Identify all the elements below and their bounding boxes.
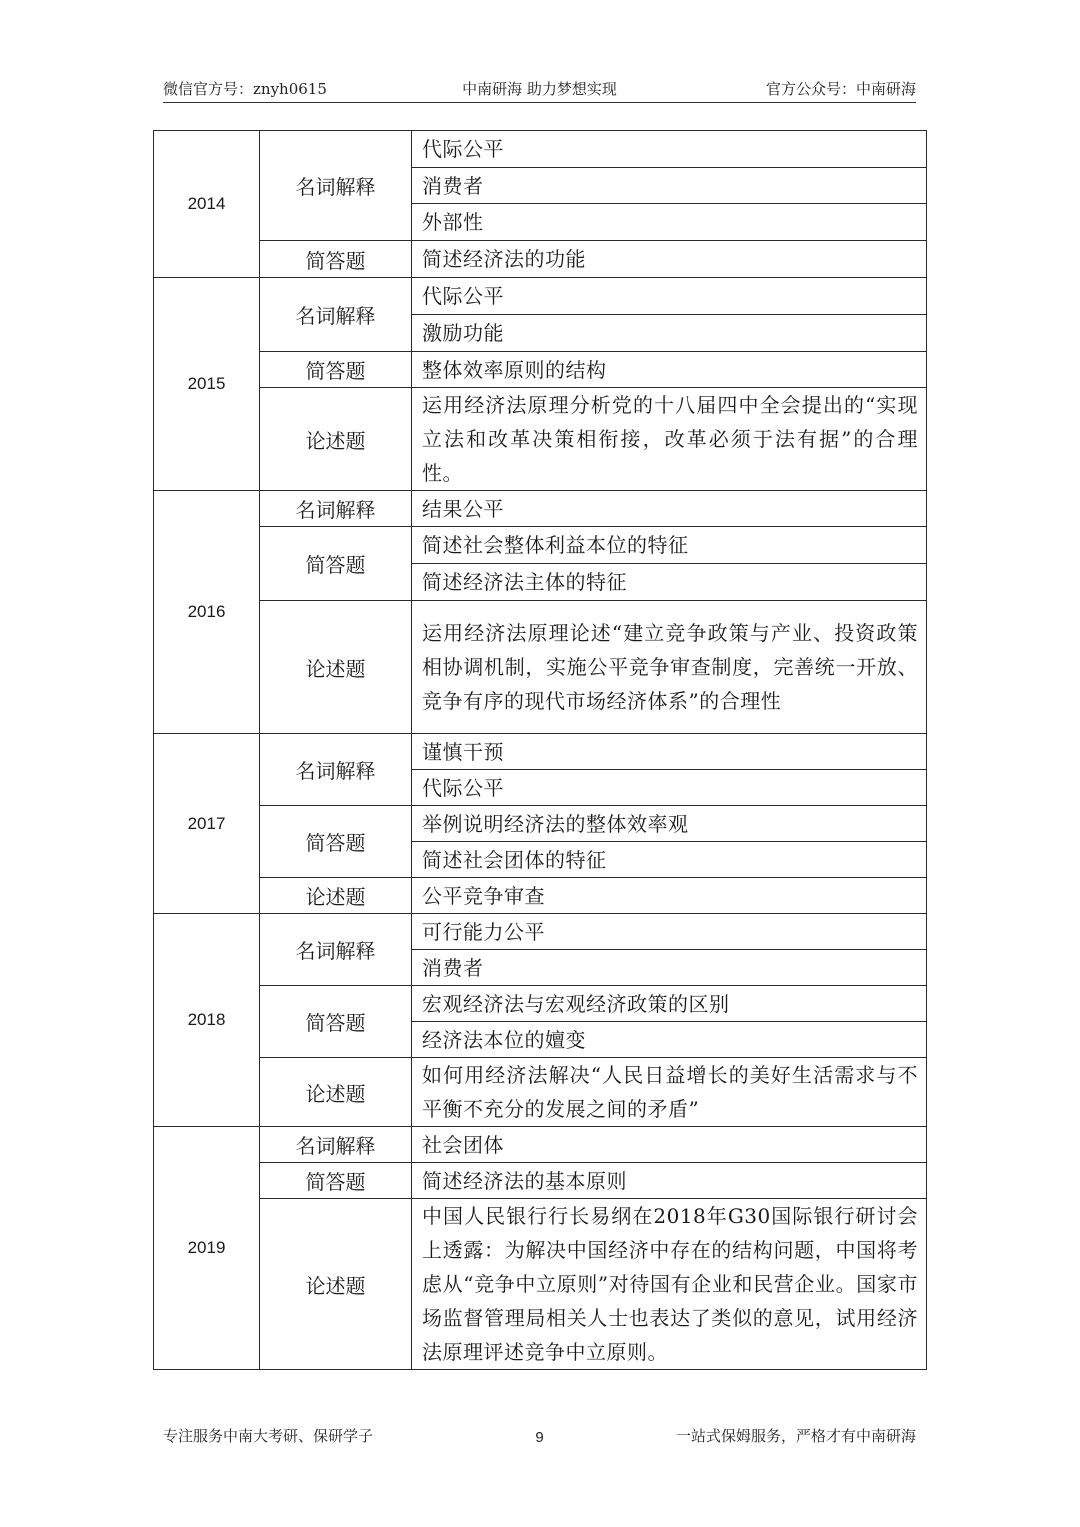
table-row [154, 131, 927, 168]
category-cell: 论述题 [260, 878, 412, 914]
category-cell: 名词解释 [260, 914, 412, 986]
year-cell: 2017 [154, 734, 260, 914]
category-cell: 名词解释 [260, 734, 412, 806]
table-row [154, 806, 927, 842]
question-cell: 消费者 [412, 168, 927, 204]
question-cell: 举例说明经济法的整体效率观 [412, 806, 927, 842]
question-cell: 简述经济法的功能 [412, 241, 927, 278]
question-cell: 运用经济法原理分析党的十八届四中全会提出的“实现立法和改革决策相衔接，改革必须于法有据”的合理性。 [412, 388, 927, 491]
table-row [154, 986, 927, 1022]
page-header [163, 76, 916, 103]
table-row [154, 527, 927, 564]
category-cell: 名词解释 [260, 1127, 412, 1163]
footer-left-slogan: 专注服务中南大考研、保研学子 [163, 1427, 374, 1445]
category-cell: 论述题 [260, 1199, 412, 1370]
table-row [154, 352, 927, 388]
header-official-account: 官方公众号：中南研海 [765, 80, 916, 98]
category-cell: 简答题 [260, 806, 412, 878]
question-cell: 宏观经济法与宏观经济政策的区别 [412, 986, 927, 1022]
question-cell: 整体效率原则的结构 [412, 352, 927, 388]
question-cell: 中国人民银行行长易纲在2018年G30国际银行研讨会上透露：为解决中国经济中存在的结构问题，中国将考虑从“竞争中立原则”对待国有企业和民营企业。国家市场监督管理局相关人士也表达了类似的意见，试用经济法原理评述竞争中立原则。 [412, 1199, 927, 1370]
category-cell: 名词解释 [260, 278, 412, 352]
year-cell: 2018 [154, 914, 260, 1127]
table-row [154, 241, 927, 278]
header-slogan: 中南研海 助力梦想实现 [462, 80, 617, 98]
table-row [154, 878, 927, 914]
category-cell: 名词解释 [260, 131, 412, 241]
question-cell: 代际公平 [412, 131, 927, 168]
table-row [154, 914, 927, 950]
footer-right-slogan: 一站式保姆服务，严格才有中南研海 [675, 1427, 916, 1445]
category-cell: 简答题 [260, 986, 412, 1058]
question-cell: 社会团体 [412, 1127, 927, 1163]
page-number: 9 [535, 1429, 544, 1446]
question-cell: 简述社会团体的特征 [412, 842, 927, 878]
question-cell: 运用经济法原理论述“建立竞争政策与产业、投资政策相协调机制，实施公平竞争审查制度，完善统一开放、竞争有序的现代市场经济体系”的合理性 [412, 601, 927, 734]
question-cell: 代际公平 [412, 278, 927, 315]
table-row [154, 388, 927, 491]
question-cell: 消费者 [412, 950, 927, 986]
year-cell: 2015 [154, 278, 260, 491]
table-row [154, 1199, 927, 1370]
question-cell: 激励功能 [412, 315, 927, 352]
header-wechat-id: 微信官方号：znyh0615 [163, 80, 327, 98]
page-footer [163, 1425, 916, 1453]
question-cell: 简述经济法主体的特征 [412, 564, 927, 601]
table-row [154, 1127, 927, 1163]
question-cell: 简述社会整体利益本位的特征 [412, 527, 927, 564]
table-row [154, 1058, 927, 1127]
table-row [154, 1163, 927, 1199]
question-cell: 结果公平 [412, 491, 927, 527]
question-cell: 谨慎干预 [412, 734, 927, 770]
category-cell: 论述题 [260, 388, 412, 491]
year-cell: 2014 [154, 131, 260, 278]
year-cell: 2019 [154, 1127, 260, 1370]
category-cell: 简答题 [260, 241, 412, 278]
table-row [154, 278, 927, 315]
question-cell: 经济法本位的嬗变 [412, 1022, 927, 1058]
year-cell: 2016 [154, 491, 260, 734]
question-cell: 外部性 [412, 204, 927, 241]
question-cell: 代际公平 [412, 770, 927, 806]
question-cell: 简述经济法的基本原则 [412, 1163, 927, 1199]
question-cell: 可行能力公平 [412, 914, 927, 950]
category-cell: 论述题 [260, 1058, 412, 1127]
table-row [154, 601, 927, 734]
question-cell: 公平竞争审查 [412, 878, 927, 914]
table-row [154, 734, 927, 770]
category-cell: 简答题 [260, 527, 412, 601]
table-row [154, 491, 927, 527]
exam-questions-table [153, 130, 927, 1370]
category-cell: 简答题 [260, 352, 412, 388]
category-cell: 简答题 [260, 1163, 412, 1199]
question-cell: 如何用经济法解决“人民日益增长的美好生活需求与不平衡不充分的发展之间的矛盾” [412, 1058, 927, 1127]
category-cell: 论述题 [260, 601, 412, 734]
category-cell: 名词解释 [260, 491, 412, 527]
